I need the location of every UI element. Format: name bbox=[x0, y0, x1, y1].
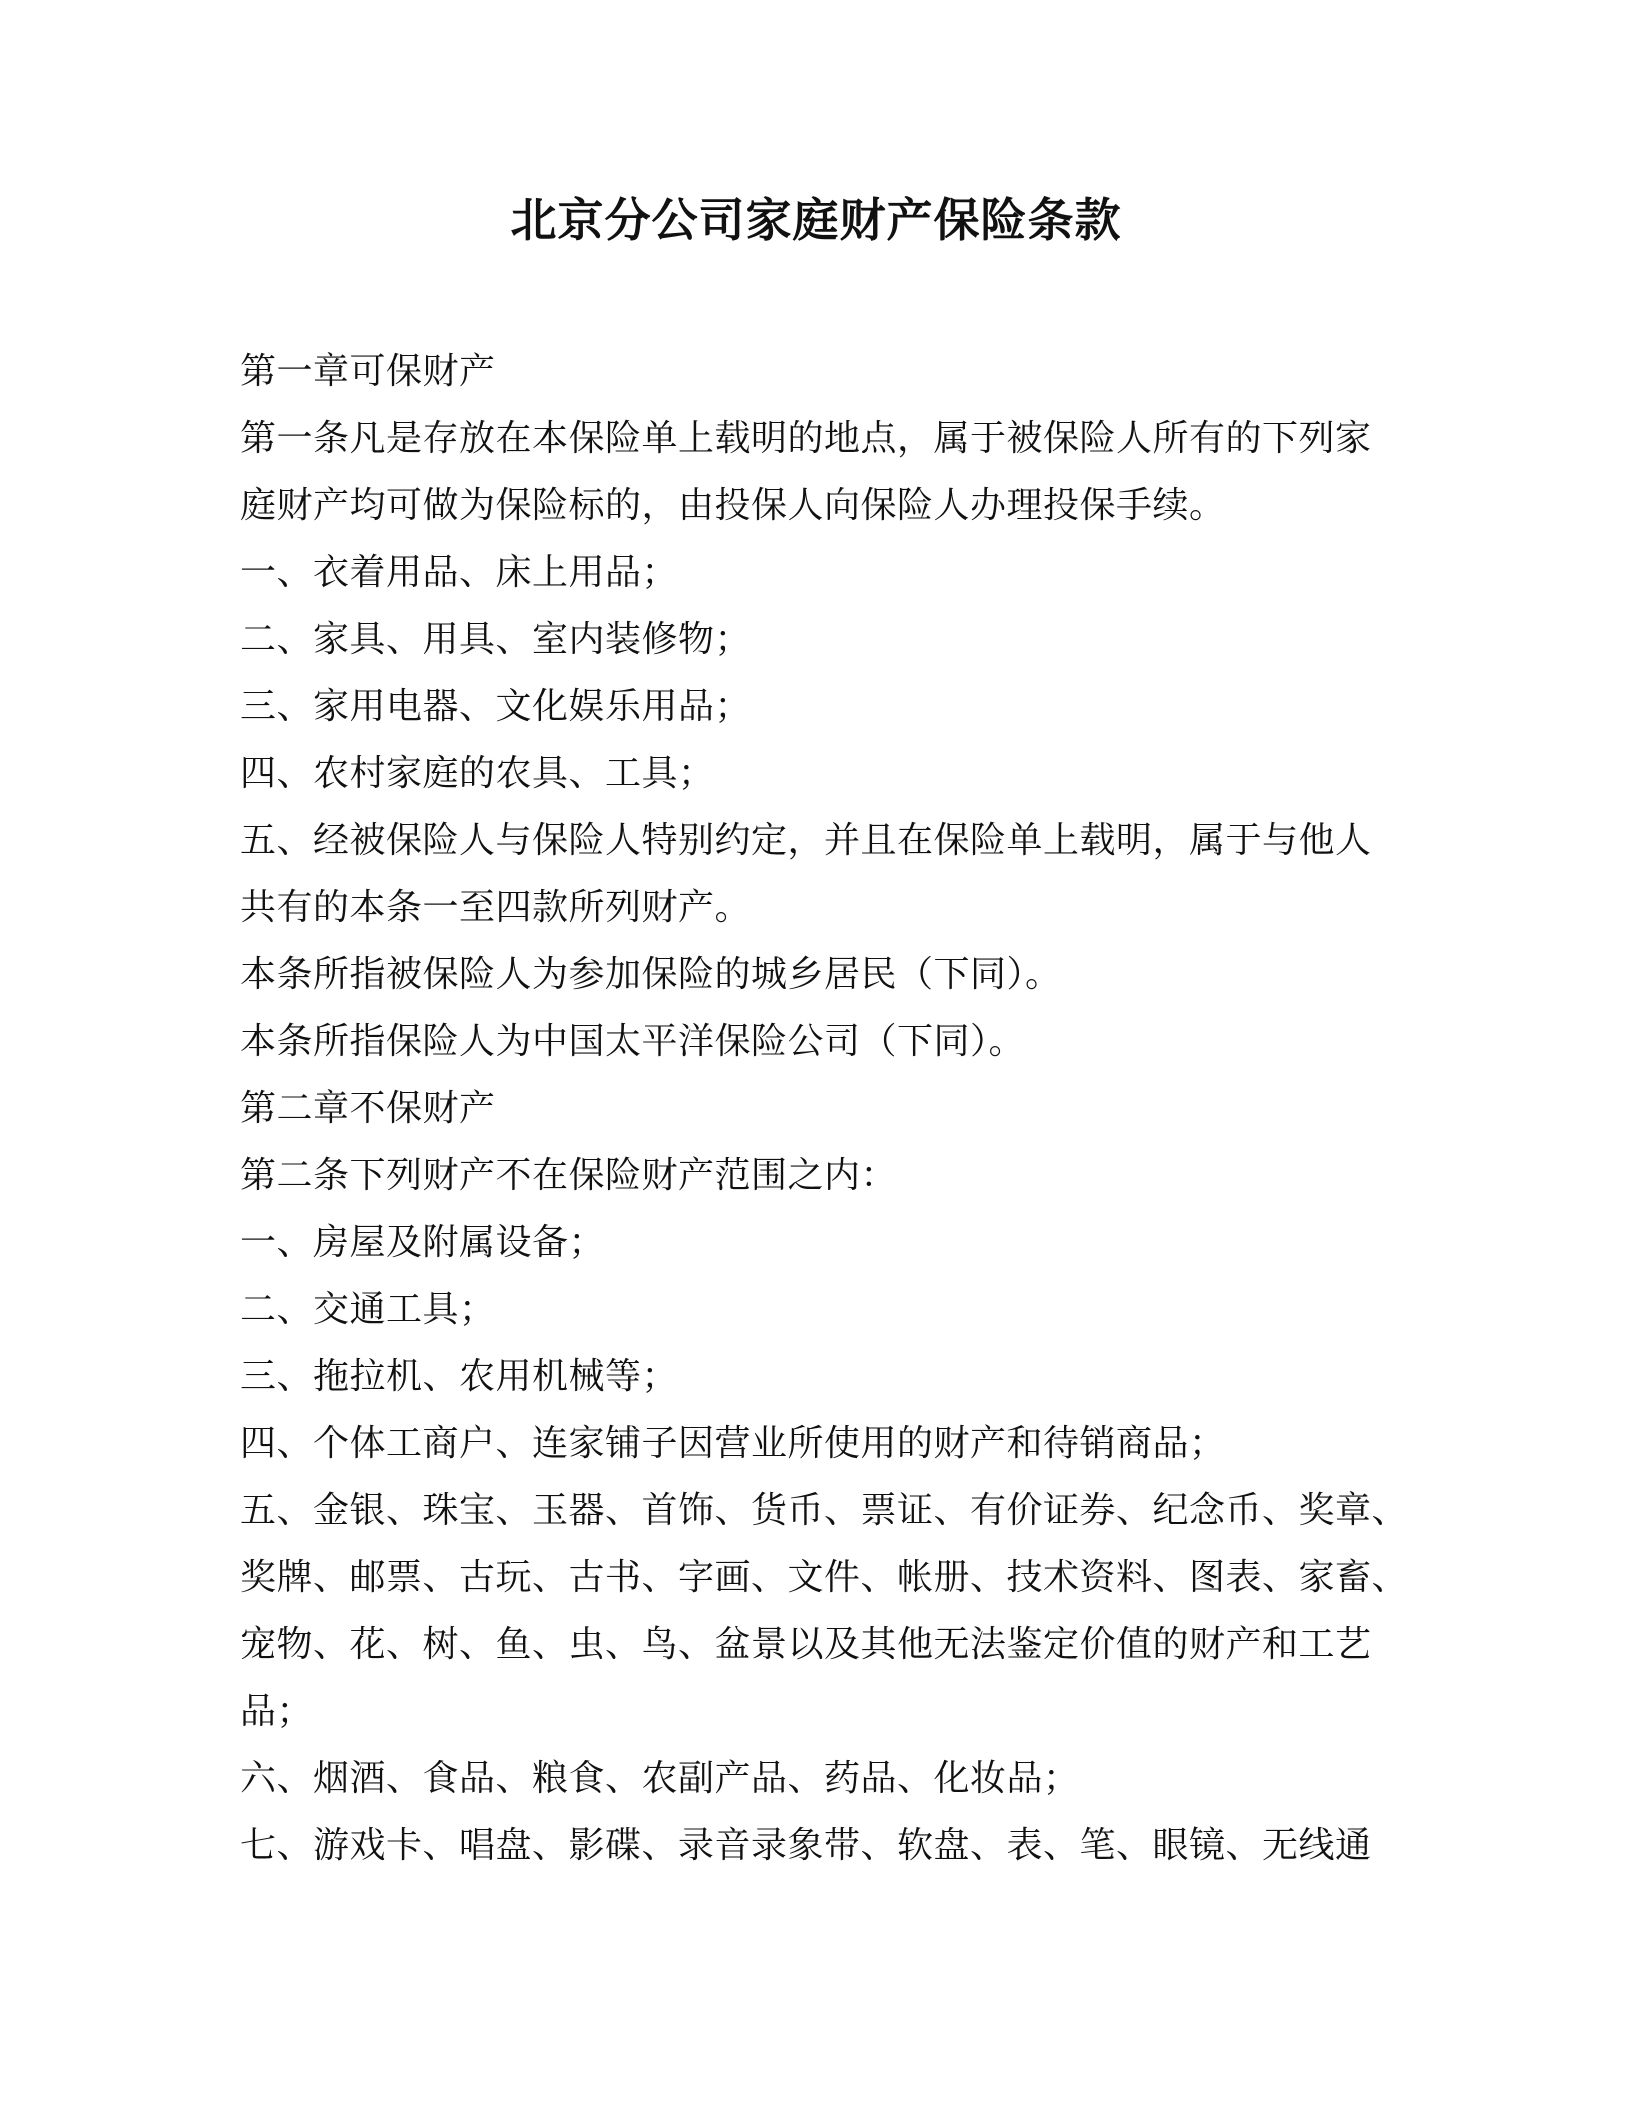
body-line: 共有的本条一至四款所列财产。 bbox=[240, 887, 752, 928]
body-line: 本条所指被保险人为参加保险的城乡居民（下同）。 bbox=[240, 954, 1062, 995]
body-line: 第二条下列财产不在保险财产范围之内： bbox=[240, 1155, 898, 1196]
list-item: 四、农村家庭的农具、工具； bbox=[240, 753, 715, 794]
list-item: 二、家具、用具、室内装修物； bbox=[240, 619, 752, 660]
list-item: 七、游戏卡、唱盘、影碟、录音录象带、软盘、表、笔、眼镜、无线通 bbox=[240, 1825, 1372, 1866]
list-item: 六、烟酒、食品、粮食、农副产品、药品、化妆品； bbox=[240, 1758, 1080, 1799]
document-title: 北京分公司家庭财产保险条款 bbox=[510, 193, 1122, 247]
list-item: 三、拖拉机、农用机械等； bbox=[240, 1356, 679, 1397]
list-item: 一、衣着用品、床上用品； bbox=[240, 552, 679, 593]
body-line: 宠物、花、树、鱼、虫、鸟、盆景以及其他无法鉴定价值的财产和工艺 bbox=[240, 1624, 1372, 1665]
body-line: 品； bbox=[240, 1691, 314, 1732]
list-item: 二、交通工具； bbox=[240, 1289, 496, 1330]
body-line: 庭财产均可做为保险标的，由投保人向保险人办理投保手续。 bbox=[240, 485, 1226, 526]
list-item: 五、金银、珠宝、玉器、首饰、货币、票证、有价证券、纪念币、奖章、 bbox=[240, 1490, 1409, 1531]
body-line: 奖牌、邮票、古玩、古书、字画、文件、帐册、技术资料、图表、家畜、 bbox=[240, 1557, 1409, 1598]
list-item: 四、个体工商户、连家铺子因营业所使用的财产和待销商品； bbox=[240, 1423, 1226, 1464]
body-line: 本条所指保险人为中国太平洋保险公司（下同）。 bbox=[240, 1021, 1026, 1062]
chapter-heading: 第一章可保财产 bbox=[240, 351, 496, 392]
list-item: 五、经被保险人与保险人特别约定，并且在保险单上载明，属于与他人 bbox=[240, 820, 1372, 861]
body-line: 第一条凡是存放在本保险单上载明的地点，属于被保险人所有的下列家 bbox=[240, 418, 1372, 459]
list-item: 三、家用电器、文化娱乐用品； bbox=[240, 686, 752, 727]
list-item: 一、房屋及附属设备； bbox=[240, 1222, 606, 1263]
chapter-heading: 第二章不保财产 bbox=[240, 1088, 496, 1129]
document-body bbox=[240, 338, 1409, 1879]
